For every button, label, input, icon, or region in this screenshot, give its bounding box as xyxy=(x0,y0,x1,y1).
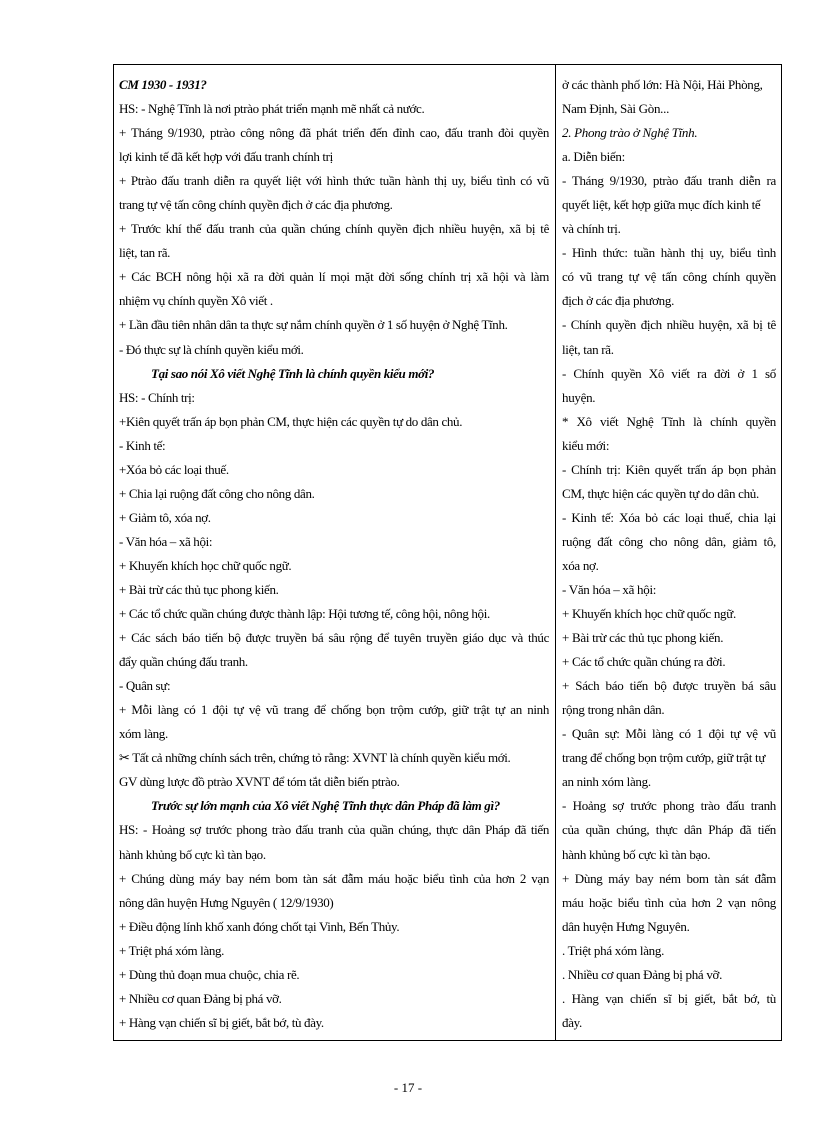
right-column-line: 2. Phong trào ở Nghệ Tĩnh. xyxy=(562,125,698,141)
column-divider xyxy=(555,65,556,1040)
left-column-line: trang tự vệ tấn công chính quyền địch ở các địa phương. xyxy=(119,197,393,213)
right-column-line: Nam Định, Sài Gòn... xyxy=(562,101,670,117)
right-column-line: a. Diễn biến: xyxy=(562,149,625,165)
left-column-line: lợi kinh tế đã kết hợp với đấu tranh chính trị xyxy=(119,149,333,165)
left-column-line: HS: - Nghệ Tĩnh là nơi ptrào phát triển mạnh mẽ nhất cả nước. xyxy=(119,101,425,117)
left-column-line: - Quân sự: xyxy=(119,678,171,694)
left-column-line: - Đó thực sự là chính quyền kiểu mới. xyxy=(119,341,304,357)
right-column-line: kiểu mới: xyxy=(562,437,610,453)
left-column-line: + Bài trừ các thủ tục phong kiến. xyxy=(119,581,279,597)
right-column-line: - Quân sự: Mỗi làng có 1 đội tự vệ vũ xyxy=(562,726,776,742)
right-column-line: có vũ trang tự vệ tấn công chính quyền xyxy=(562,269,776,285)
left-column-line: + Các tổ chức quần chúng được thành lập: Hội tương tế, công hội, nông hội. xyxy=(119,606,490,622)
right-column-line: địch ở các địa phương. xyxy=(562,293,675,309)
right-column-line: + Sách báo tiến bộ được truyền bá sâu xyxy=(562,678,776,694)
right-column-line: - Văn hóa – xã hội: xyxy=(562,581,657,597)
left-column-line: + Mỗi làng có 1 đội tự vệ vũ trang để chống bọn trộm cướp, giữ trật tự an ninh xyxy=(119,702,549,718)
left-column-line: + Các sách báo tiến bộ được truyền bá sâu rộng để tuyên truyền giáo dục và thúc xyxy=(119,630,549,646)
right-column-line: đày. xyxy=(562,1014,582,1030)
left-column-line: + Các BCH nông hội xã ra đời quản lí mọi mặt đời sống chính trị xã hội và làm xyxy=(119,269,549,285)
left-column-line: hành khủng bố cực kì tàn bạo. xyxy=(119,846,266,862)
left-column-line: + Lần đầu tiên nhân dân ta thực sự nắm chính quyền ở 1 số huyện ở Nghệ Tĩnh. xyxy=(119,317,508,333)
left-column-line: nhiệm vụ chính quyền Xô viết . xyxy=(119,293,273,309)
right-column-line: . Nhiều cơ quan Đảng bị phá vỡ. xyxy=(562,966,723,982)
left-column-line: HS: - Hoảng sợ trước phong trào đấu tranh của quần chúng, thực dân Pháp đã tiến xyxy=(119,822,549,838)
left-column-line: ✂ Tất cả những chính sách trên, chứng tỏ rằng: XVNT là chính quyền kiểu mới. xyxy=(119,750,511,766)
left-column-line: + Dùng thủ đoạn mua chuộc, chia rẽ. xyxy=(119,966,300,982)
left-column-line: + Giảm tô, xóa nợ. xyxy=(119,509,211,525)
right-column-line: . Hàng vạn chiến sĩ bị giết, bắt bớ, tù xyxy=(562,990,776,1006)
right-column-line: + Dùng máy bay ném bom tàn sát đẫm xyxy=(562,870,776,886)
teacher-student-activity-column xyxy=(119,73,549,1035)
lesson-content-column xyxy=(562,73,776,1035)
left-column-line: GV dùng lược đồ ptrào XVNT để tóm tắt diễn biến ptrào. xyxy=(119,774,400,790)
right-column-line: CM, thực hiện các quyền tự do dân chủ. xyxy=(562,485,759,501)
left-column-line: - Văn hóa – xã hội: xyxy=(119,533,213,549)
left-column-line: HS: - Chính trị: xyxy=(119,389,195,405)
left-column-line: đẩy quần chúng đấu tranh. xyxy=(119,654,248,670)
right-column-line: ở các thành phố lớn: Hà Nội, Hải Phòng, xyxy=(562,77,763,92)
page-number: - 17 - xyxy=(393,1080,423,1095)
right-column-line: xóa nợ. xyxy=(562,557,599,573)
right-column-line: an ninh xóm làng. xyxy=(562,774,651,790)
right-column-line: của quần chúng, thực dân Pháp đã tiến xyxy=(562,822,776,838)
left-column-line: + Tháng 9/1930, ptrào công nông đã phát triển đến đỉnh cao, đấu tranh đòi quyền xyxy=(119,125,549,141)
left-column-line: + Khuyến khích học chữ quốc ngữ. xyxy=(119,557,292,573)
right-column-line: - Hình thức: tuần hành thị uy, biểu tình xyxy=(562,245,776,261)
right-column-line: - Chính trị: Kiên quyết trấn áp bọn phản xyxy=(562,461,776,477)
right-column-line: rộng trong nhân dân. xyxy=(562,702,665,718)
left-column-line: nông dân huyện Hưng Nguyên ( 12/9/1930) xyxy=(119,894,334,910)
right-column-line: quyết liệt, kết hợp giữa mục đích kinh tế xyxy=(562,197,761,213)
left-column-line: + Hàng vạn chiến sĩ bị giết, bắt bớ, tù đày. xyxy=(119,1014,324,1030)
right-column-line: - Tháng 9/1930, ptrào đấu tranh diễn ra xyxy=(562,173,776,189)
left-column-line: + Triệt phá xóm làng. xyxy=(119,942,225,958)
right-column-line: - Chính quyền Xô viết ra đời ở 1 số xyxy=(562,365,776,381)
left-column-line: + Chia lại ruộng đất công cho nông dân. xyxy=(119,485,315,501)
right-column-line: dân huyện Hưng Nguyên. xyxy=(562,918,690,934)
left-column-line: - Kinh tế: xyxy=(119,437,166,453)
right-column-line: - Kinh tế: Xóa bỏ các loại thuế, chia lại xyxy=(562,509,776,525)
left-column-line: +Kiên quyết trấn áp bọn phản CM, thực hiện các quyền tự do dân chủ. xyxy=(119,413,463,429)
left-column-line: + Chúng dùng máy bay ném bom tàn sát đẫm máu hoặc biểu tình của hơn 2 vạn xyxy=(119,870,549,886)
left-column-line: Tại sao nói Xô viết Nghệ Tĩnh là chính quyền kiểu mới? xyxy=(151,365,435,381)
right-column-line: trang để chống bọn trộm cướp, giữ trật tự xyxy=(562,750,766,766)
right-column-line: và chính trị. xyxy=(562,221,621,237)
left-column-line: xóm làng. xyxy=(119,726,168,742)
left-column-line: + Điều động lính khố xanh đóng chốt tại Vinh, Bến Thủy. xyxy=(119,918,400,934)
right-column-line: + Bài trừ các thủ tục phong kiến. xyxy=(562,630,724,646)
right-column-line: + Khuyến khích học chữ quốc ngữ. xyxy=(562,606,736,622)
lesson-table xyxy=(113,64,782,1041)
right-column-line: huyện. xyxy=(562,389,596,405)
right-column-line: . Triệt phá xóm làng. xyxy=(562,942,665,958)
right-column-line: ruộng đất công cho nông dân, giảm tô, xyxy=(562,533,776,549)
left-column-line: Trước sự lớn mạnh của Xô viết Nghệ Tĩnh thực dân Pháp đã làm gì? xyxy=(151,798,500,814)
left-column-line: + Ptrào đấu tranh diễn ra quyết liệt với hình thức tuần hành thị uy, biểu tình có vũ xyxy=(119,173,549,189)
right-column-line: hành khủng bố cực kì tàn bạo. xyxy=(562,846,711,862)
right-column-line: - Hoảng sợ trước phong trào đấu tranh xyxy=(562,798,776,814)
right-column-line: máu hoặc biểu tình của hơn 2 vạn nông xyxy=(562,894,776,910)
left-column-line: +Xóa bỏ các loại thuế. xyxy=(119,461,229,477)
right-column-line: * Xô viết Nghệ Tĩnh là chính quyền xyxy=(562,413,776,429)
right-column-line: + Các tổ chức quần chúng ra đời. xyxy=(562,654,726,670)
right-column-line: liệt, tan rã. xyxy=(562,341,614,357)
left-column-line: + Nhiều cơ quan Đảng bị phá vỡ. xyxy=(119,990,282,1006)
right-column-line: - Chính quyền địch nhiều huyện, xã bị tê xyxy=(562,317,776,333)
left-column-line: CM 1930 - 1931? xyxy=(119,77,207,92)
left-column-line: + Trước khí thế đấu tranh của quần chúng chính quyền địch nhiều huyện, xã bị tê xyxy=(119,221,549,237)
left-column-line: liệt, tan rã. xyxy=(119,245,171,261)
